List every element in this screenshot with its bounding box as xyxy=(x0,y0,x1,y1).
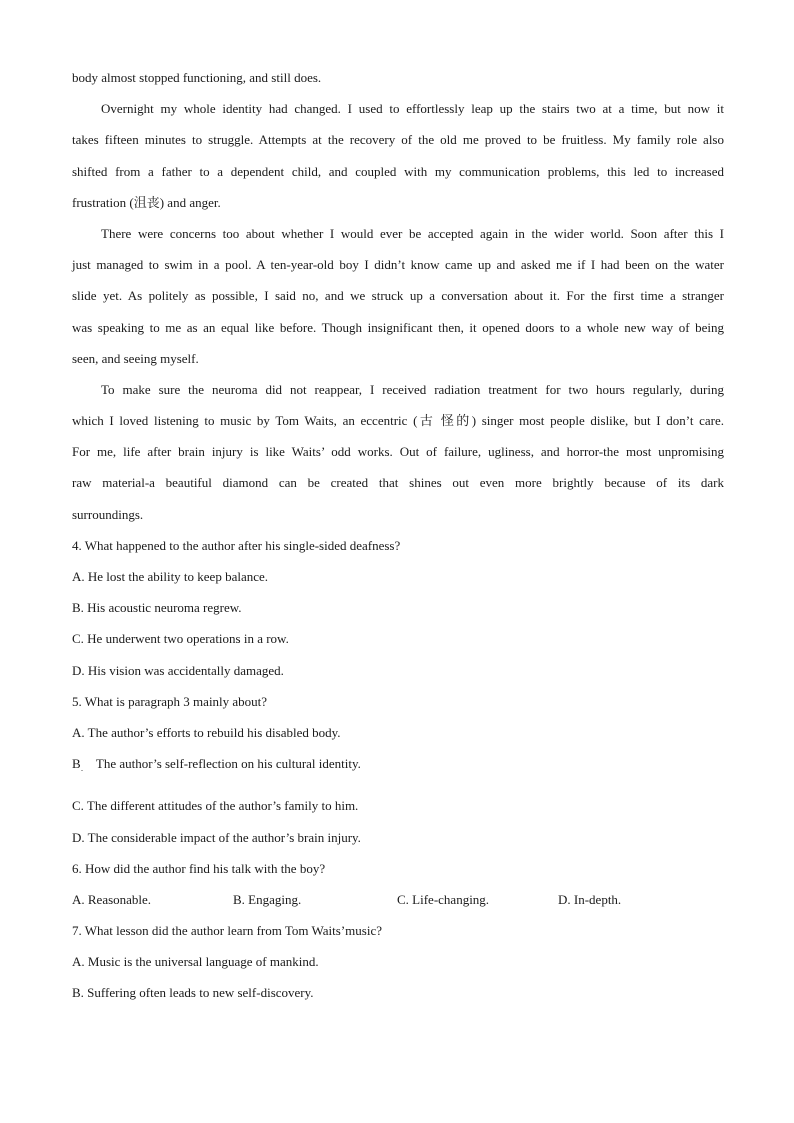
spacer xyxy=(72,779,724,790)
option-d: D. The considerable impact of the author’s brain injury. xyxy=(72,829,361,845)
option-c: C. He underwent two operations in a row. xyxy=(72,631,289,647)
question-7 xyxy=(72,915,724,1009)
option-a: A. He lost the ability to keep balance. xyxy=(72,569,269,584)
passage-line: To make sure the neuroma did not reappear, I received radiation treatment for two hours regularly, during xyxy=(101,381,724,397)
passage-line: frustration (沮丧) and anger. xyxy=(72,194,221,210)
passage-line: was speaking to me as an equal like before. Though insignificant then, it opened doors to a whole new way of being xyxy=(72,319,724,335)
option-b: B. His acoustic neuroma regrew. xyxy=(72,600,242,616)
question-4 xyxy=(72,530,724,686)
option-b: B. Engaging. xyxy=(233,891,302,907)
option-b: B. Suffering often leads to new self-discovery. xyxy=(72,985,314,1001)
passage-line: There were concerns too about whether I would ever be accepted again in the wider world. Soon after this I xyxy=(101,225,724,241)
paragraph-music xyxy=(72,374,724,530)
question-stem: 5. What is paragraph 3 mainly about? xyxy=(72,693,268,709)
option-c: C. Life-changing. xyxy=(397,891,490,907)
option-a: A. Music is the universal language of mankind. xyxy=(72,954,319,970)
paragraph-identity xyxy=(72,93,724,218)
paragraph-acceptance xyxy=(72,218,724,374)
option-d: D. His vision was accidentally damaged. xyxy=(72,662,284,678)
passage-line: raw material-a beautiful diamond can be created that shines out even more brightly because of its dark xyxy=(72,475,724,491)
option-a: A. The author’s efforts to rebuild his disabled body. xyxy=(72,724,341,740)
passage-line: Overnight my whole identity had changed. I used to effortlessly leap up the stairs two at a time, but now it xyxy=(101,101,724,117)
passage-line: slide yet. As politely as possible, I said no, and we struck up a conversation about it. For the first time a stranger xyxy=(72,288,724,304)
passage-line: For me, life after brain injury is like Waits’ odd works. Out of failure, ugliness, and horror-the most unpromising xyxy=(72,444,724,460)
options-row xyxy=(72,884,724,915)
passage-line: body almost stopped functioning, and still does. xyxy=(72,70,322,85)
passage-line: surroundings. xyxy=(72,506,144,522)
option-dot: . xyxy=(81,764,83,774)
passage-line: just managed to swim in a pool. A ten-year-old boy I didn’t know came up and asked me if I had been on the water xyxy=(72,257,724,273)
question-stem: 7. What lesson did the author learn from Tom Waits’music? xyxy=(72,923,382,939)
option-text: The author’s self-reflection on his cultural identity. xyxy=(95,756,361,772)
option-a: A. Reasonable. xyxy=(72,891,152,907)
option-c: C. The different attitudes of the author’s family to him. xyxy=(72,798,359,814)
option-letter: B xyxy=(72,756,81,772)
question-5 xyxy=(72,686,724,853)
passage-line: takes fifteen minutes to struggle. Attempts at the recovery of the old me proved to be fruitless. My family role also xyxy=(72,132,724,148)
document-page xyxy=(72,62,724,1009)
question-stem: 4. What happened to the author after his single-sided deafness? xyxy=(72,537,401,553)
passage-line: seen, and seeing myself. xyxy=(72,350,199,366)
question-6 xyxy=(72,853,724,915)
passage-line: which I loved listening to music by Tom Waits, an eccentric (古 怪的) singer most people dislike, but I don’t care. xyxy=(72,413,724,429)
option-d: D. In-depth. xyxy=(558,891,622,907)
passage-line: shifted from a father to a dependent child, and coupled with my communication problems, this led to increased xyxy=(72,163,724,179)
question-stem: 6. How did the author find his talk with the boy? xyxy=(72,860,326,876)
option-b xyxy=(72,748,724,779)
